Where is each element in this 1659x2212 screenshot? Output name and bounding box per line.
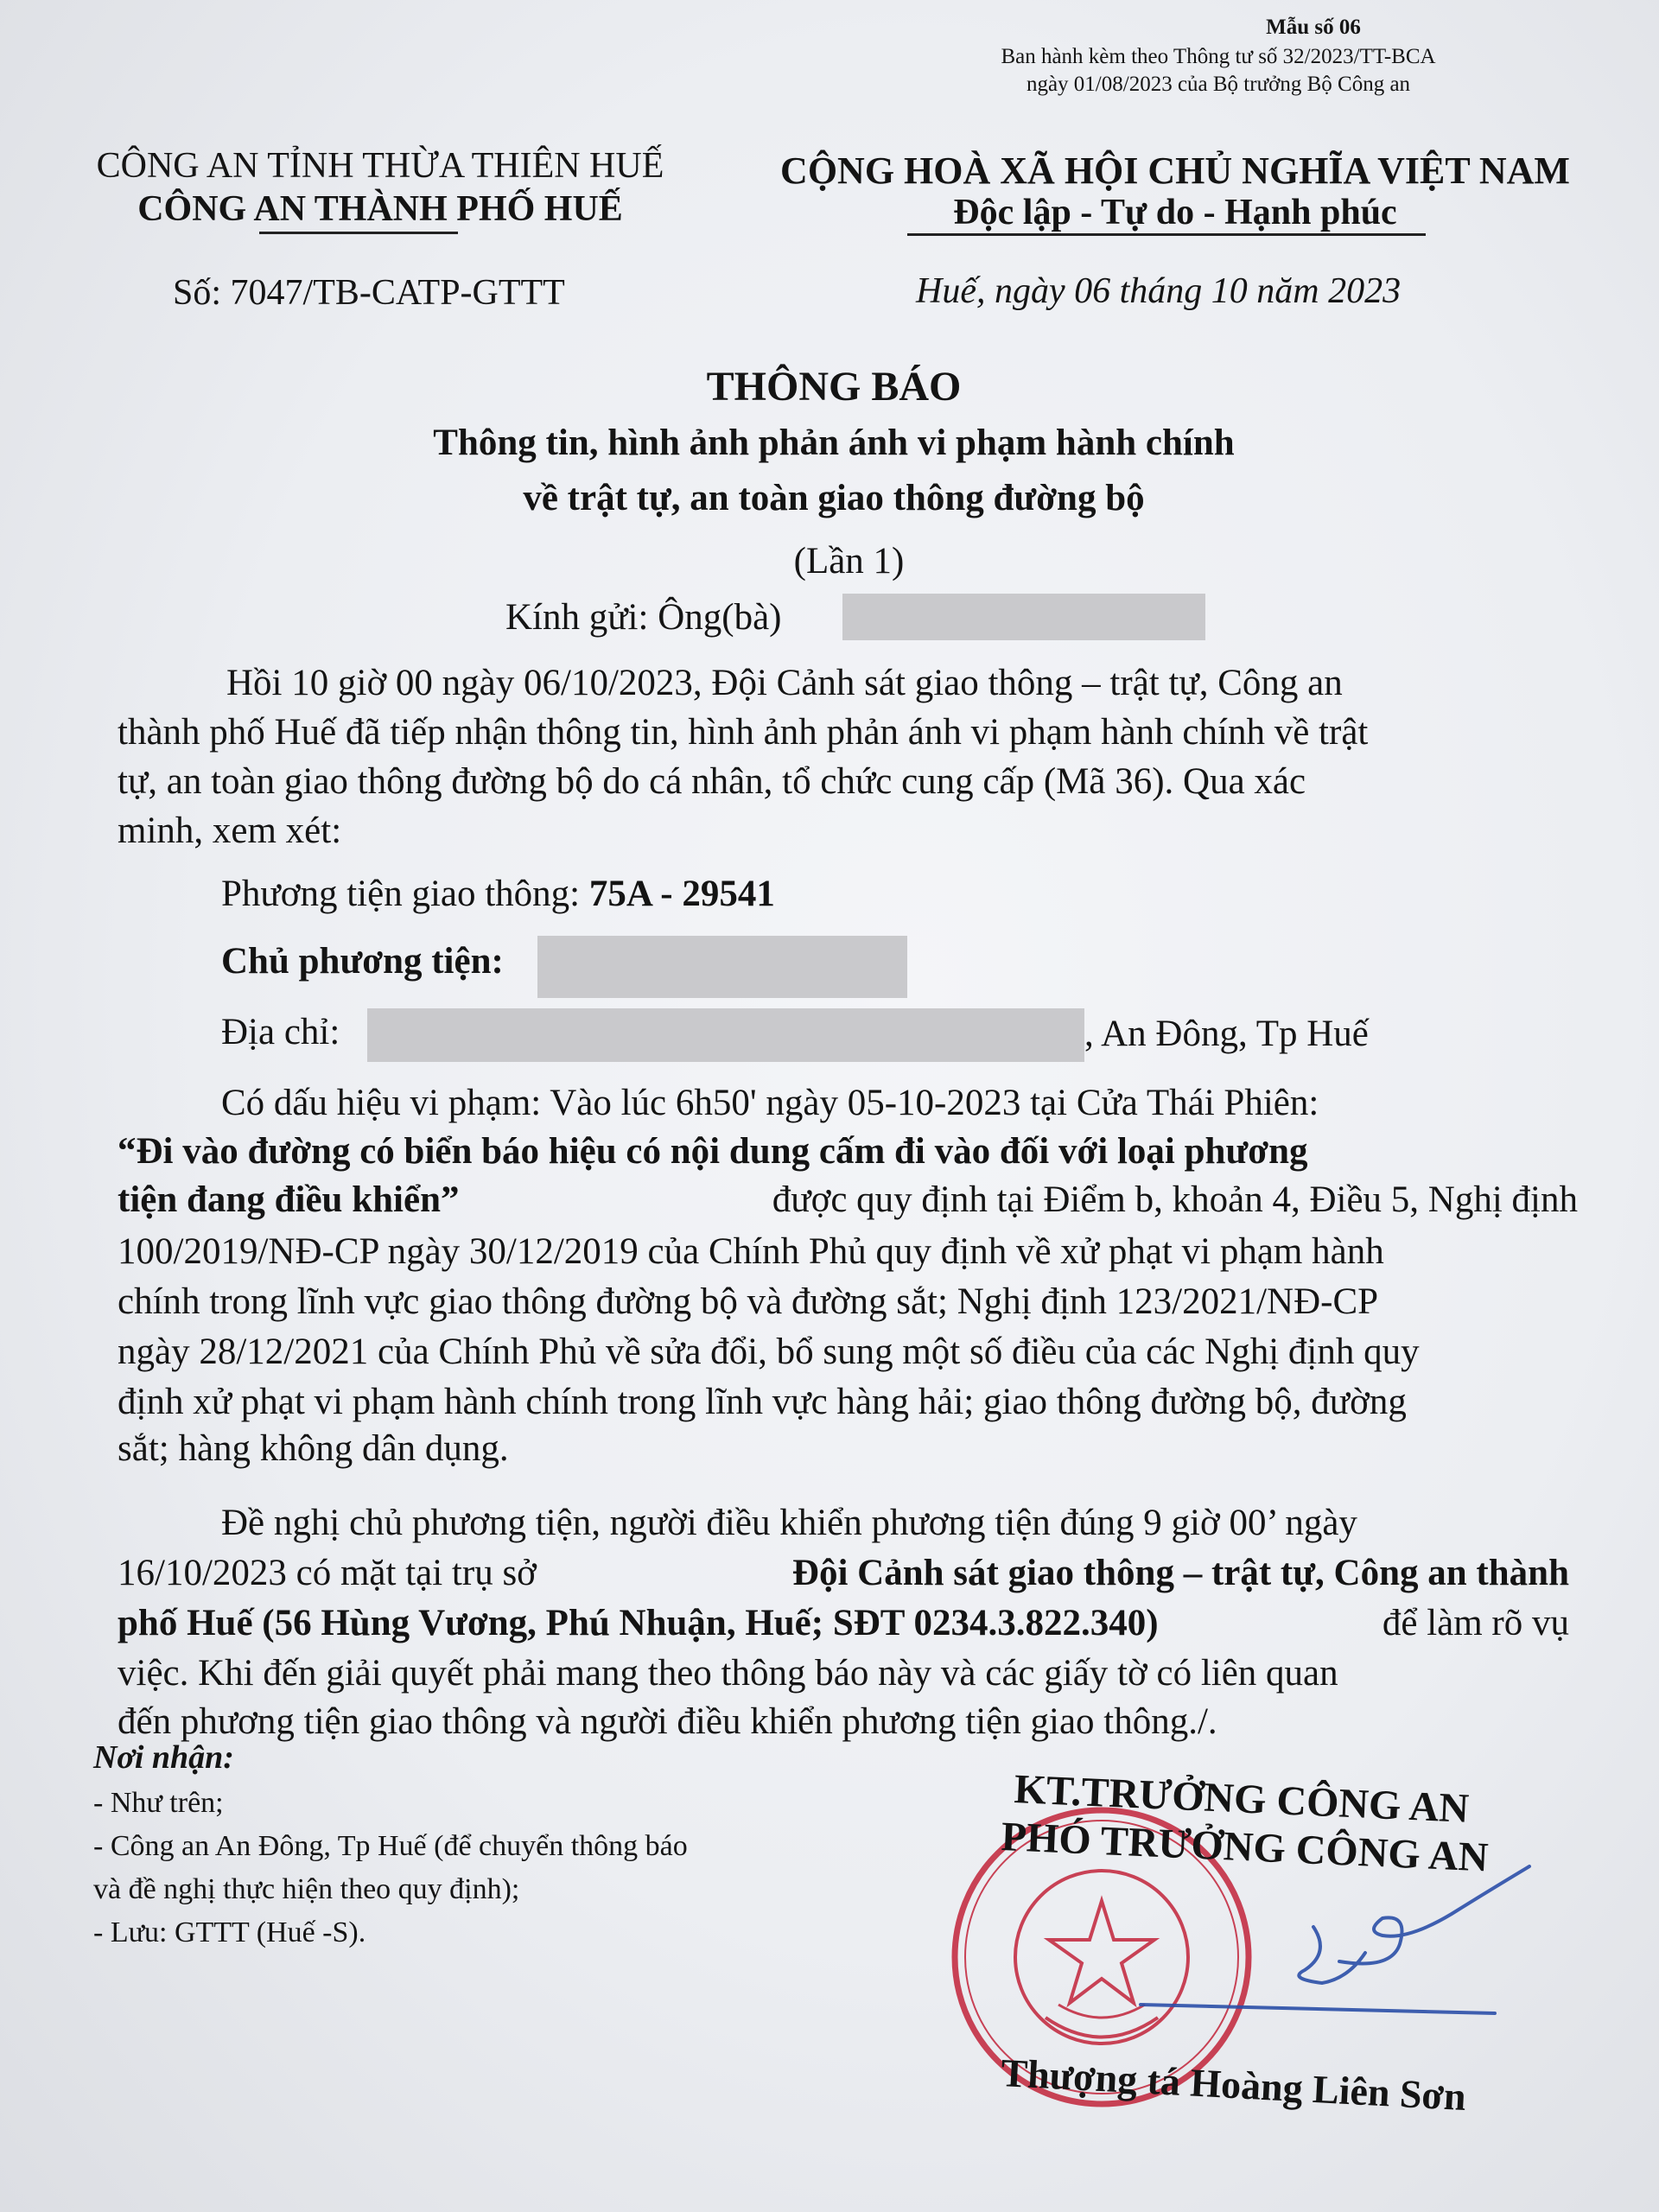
recipient-item-2: - Công an An Đông, Tp Huế (để chuyển thông báo <box>93 1830 688 1862</box>
document-subtitle-line1: Thông tin, hình ảnh phản ánh vi phạm hành chính <box>433 423 1235 463</box>
form-number: Mẫu số 06 <box>1266 16 1361 39</box>
signature-title-line2: PHÓ TRƯỞNG CÔNG AN <box>1000 1813 1490 1881</box>
recipients-title: Nơi nhận: <box>93 1739 234 1776</box>
document-title: THÔNG BÁO <box>706 364 962 410</box>
national-motto: Độc lập - Tự do - Hạnh phúc <box>953 193 1397 232</box>
request-line-5: đến phương tiện giao thông và người điều khiển phương tiện giao thông./. <box>118 1701 1217 1742</box>
request-line-1: Đề nghị chủ phương tiện, người điều khiển phương tiện đúng 9 giờ 00’ ngày <box>221 1503 1357 1543</box>
violation-line-7: sắt; hàng không dân dụng. <box>118 1428 509 1469</box>
recipient-label: Kính gửi: Ông(bà) <box>505 597 782 638</box>
violation-description-line2: tiện đang điều khiển” được quy định tại Điểm b, khoản 4, Điều 5, Nghị định <box>118 1179 1578 1220</box>
redacted-address <box>367 1008 1084 1062</box>
vehicle-label: Phương tiện giao thông: <box>221 874 589 914</box>
national-title: CỘNG HOÀ XÃ HỘI CHỦ NGHĨA VIỆT NAM <box>780 149 1570 192</box>
violation-line-6: định xử phạt vi phạm hành chính trong lĩnh vực hàng hải; giao thông đường bộ, đường <box>118 1382 1407 1422</box>
paragraph-1-line-4: minh, xem xét: <box>118 810 342 851</box>
attempt-number: (Lần 1) <box>793 541 905 582</box>
paragraph-1-line-3: tự, an toàn giao thông đường bộ do cá nhân, tổ chức cung cấp (Mã 36). Qua xác <box>118 761 1306 802</box>
redacted-owner-name <box>537 936 907 998</box>
recipient-item-4: - Lưu: GTTT (Huế -S). <box>93 1916 366 1948</box>
vehicle-line <box>221 873 775 915</box>
recipient-item-3: và đề nghị thực hiện theo quy định); <box>93 1873 520 1905</box>
recipient-line <box>505 596 781 639</box>
signer-name: Thượng tá Hoàng Liên Sơn <box>1000 2050 1467 2120</box>
request-line-2: 16/10/2023 có mặt tại trụ sở Đội Cảnh sát giao thông – trật tự, Công an thành <box>118 1553 1569 1593</box>
violation-line-4: chính trong lĩnh vực giao thông đường bộ và đường sắt; Nghị định 123/2021/NĐ-CP <box>118 1281 1379 1322</box>
owner-line <box>221 940 504 982</box>
form-issued-date: ngày 01/08/2023 của Bộ trưởng Bộ Công an <box>1026 73 1411 96</box>
document-date: Huế, ngày 06 tháng 10 năm 2023 <box>916 271 1402 311</box>
agency-parent: CÔNG AN TỈNH THỪA THIÊN HUẾ <box>96 146 664 186</box>
request-line-3: phố Huế (56 Hùng Vương, Phú Nhuận, Huế; SĐT 0234.3.822.340) để làm rõ vụ <box>118 1603 1569 1643</box>
recipient-item-1: - Như trên; <box>93 1787 224 1819</box>
address-label: Địa chỉ: <box>221 1012 340 1052</box>
violation-intro: Có dấu hiệu vi phạm: Vào lúc 6h50' ngày 05-10-2023 tại Cửa Thái Phiên: <box>221 1083 1319 1123</box>
document-subtitle-line2: về trật tự, an toàn giao thông đường bộ <box>523 478 1145 518</box>
violation-line-3: 100/2019/NĐ-CP ngày 30/12/2019 của Chính Phủ quy định về xử phạt vi phạm hành <box>118 1231 1384 1272</box>
agency-name: CÔNG AN THÀNH PHỐ HUẾ <box>137 189 623 229</box>
owner-label: Chủ phương tiện: <box>221 941 504 982</box>
redacted-recipient-name <box>842 594 1205 640</box>
address-label-line <box>221 1011 340 1053</box>
motto-underline <box>907 233 1426 236</box>
form-issued-with: Ban hành kèm theo Thông tư số 32/2023/TT-BCA <box>1001 45 1436 68</box>
agency-underline <box>259 232 458 234</box>
signature-title-line1: KT.TRƯỞNG CÔNG AN <box>1013 1765 1471 1832</box>
vehicle-plate: 75A - 29541 <box>588 874 775 914</box>
document-number: Số: 7047/TB-CATP-GTTT <box>173 273 565 313</box>
violation-description-line1: “Đi vào đường có biển báo hiệu có nội dung cấm đi vào đối với loại phương <box>118 1131 1308 1172</box>
paragraph-1-line-1: Hồi 10 giờ 00 ngày 06/10/2023, Đội Cảnh sát giao thông – trật tự, Công an <box>226 663 1343 703</box>
address-tail: , An Đông, Tp Huế <box>1084 1014 1369 1054</box>
request-line-4: việc. Khi đến giải quyết phải mang theo thông báo này và các giấy tờ có liên quan <box>118 1653 1338 1694</box>
violation-line-5: ngày 28/12/2021 của Chính Phủ về sửa đổi, bổ sung một số điều của các Nghị định quy <box>118 1332 1420 1372</box>
paragraph-1-line-2: thành phố Huế đã tiếp nhận thông tin, hình ảnh phản ánh vi phạm hành chính về trật <box>118 712 1369 753</box>
